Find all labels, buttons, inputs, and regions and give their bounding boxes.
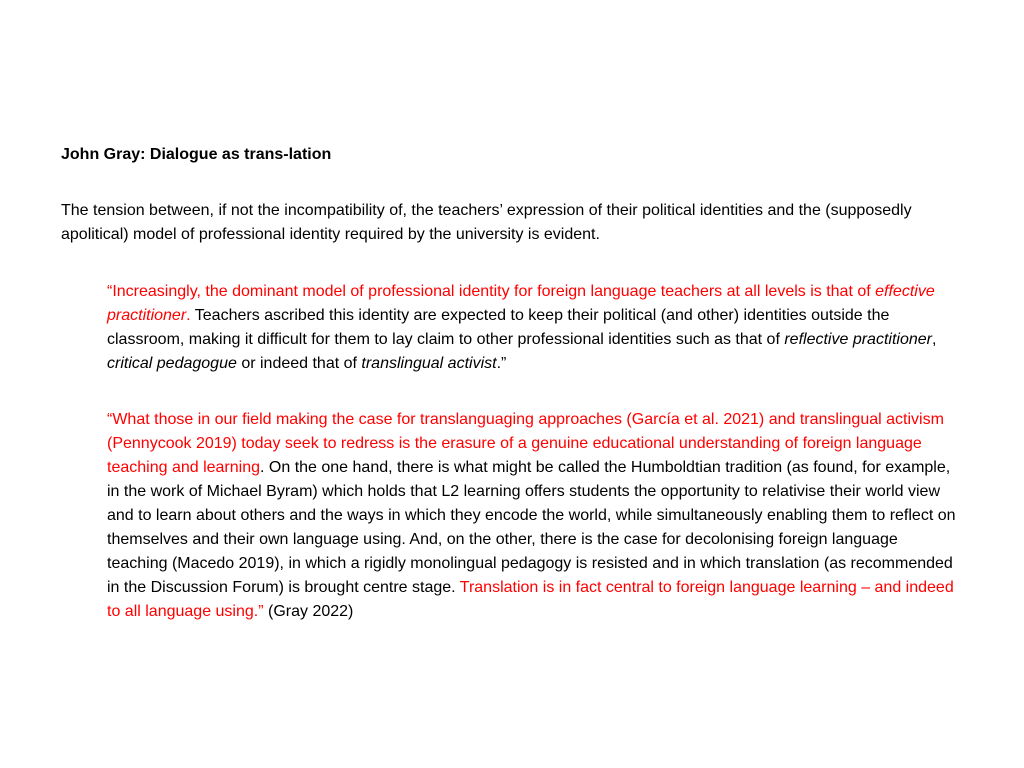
quote1-italic-translingual: translingual activist [361,355,497,372]
quote2-red-opening: “What those in our field making the case for translanguaging approaches (García et al. 2021) and translingual activism (Pennycook 2019) today seek to redress is the erasure of a genuine educational understanding of foreign language teaching and learning [107,411,944,476]
quote1-separator-2: or indeed that of [236,355,362,372]
quote1-red-text: “Increasingly, the dominant model of professional identity for foreign language teachers at all levels is that of [107,283,876,300]
quote1-end: .” [496,355,507,372]
quote2-body: . On the one hand, there is what might be called the Humboldtian tradition (as found, for example, in the work of Michael Byram) which holds that L2 learning offers students the opportunity to relativise their world view and to learn about others and the ways in which they encode the world, while simultaneously enabling them to reflect on themselves and their own language using. And, on the other, there is the case for decolonising foreign language teaching (Macedo 2019), in which a rigidly monolingual pedagogy is resisted and in which translation (as recommended in the Discussion Forum) is brought centre stage. [107,459,956,596]
slide-content [61,143,961,624]
slide-heading: John Gray: Dialogue as trans-lation [61,146,332,163]
quote1-red-period: . [186,307,191,324]
quote1-separator-1: , [931,331,937,348]
quote-professional-identity [107,280,961,376]
quote1-italic-reflective: reflective practitioner [784,331,932,348]
quote1-body: Teachers ascribed this identity are expected to keep their political (and other) identities outside the classroom, making it difficult for them to lay claim to other professional identities such as that of [107,307,890,348]
quote1-italic-critical: critical pedagogue [107,355,237,372]
intro-paragraph: The tension between, if not the incompatibility of, the teachers’ expression of their political identities and the (supposedly apolitical) model of professional identity required by the university is evident. [61,202,912,243]
quote2-citation: (Gray 2022) [263,603,354,620]
quote-translanguaging [107,408,961,624]
quote1-red-italic: effective practitioner [107,283,935,324]
quote2-red-closing: Translation is in fact central to foreign language learning – and indeed to all language using.” [107,579,954,620]
